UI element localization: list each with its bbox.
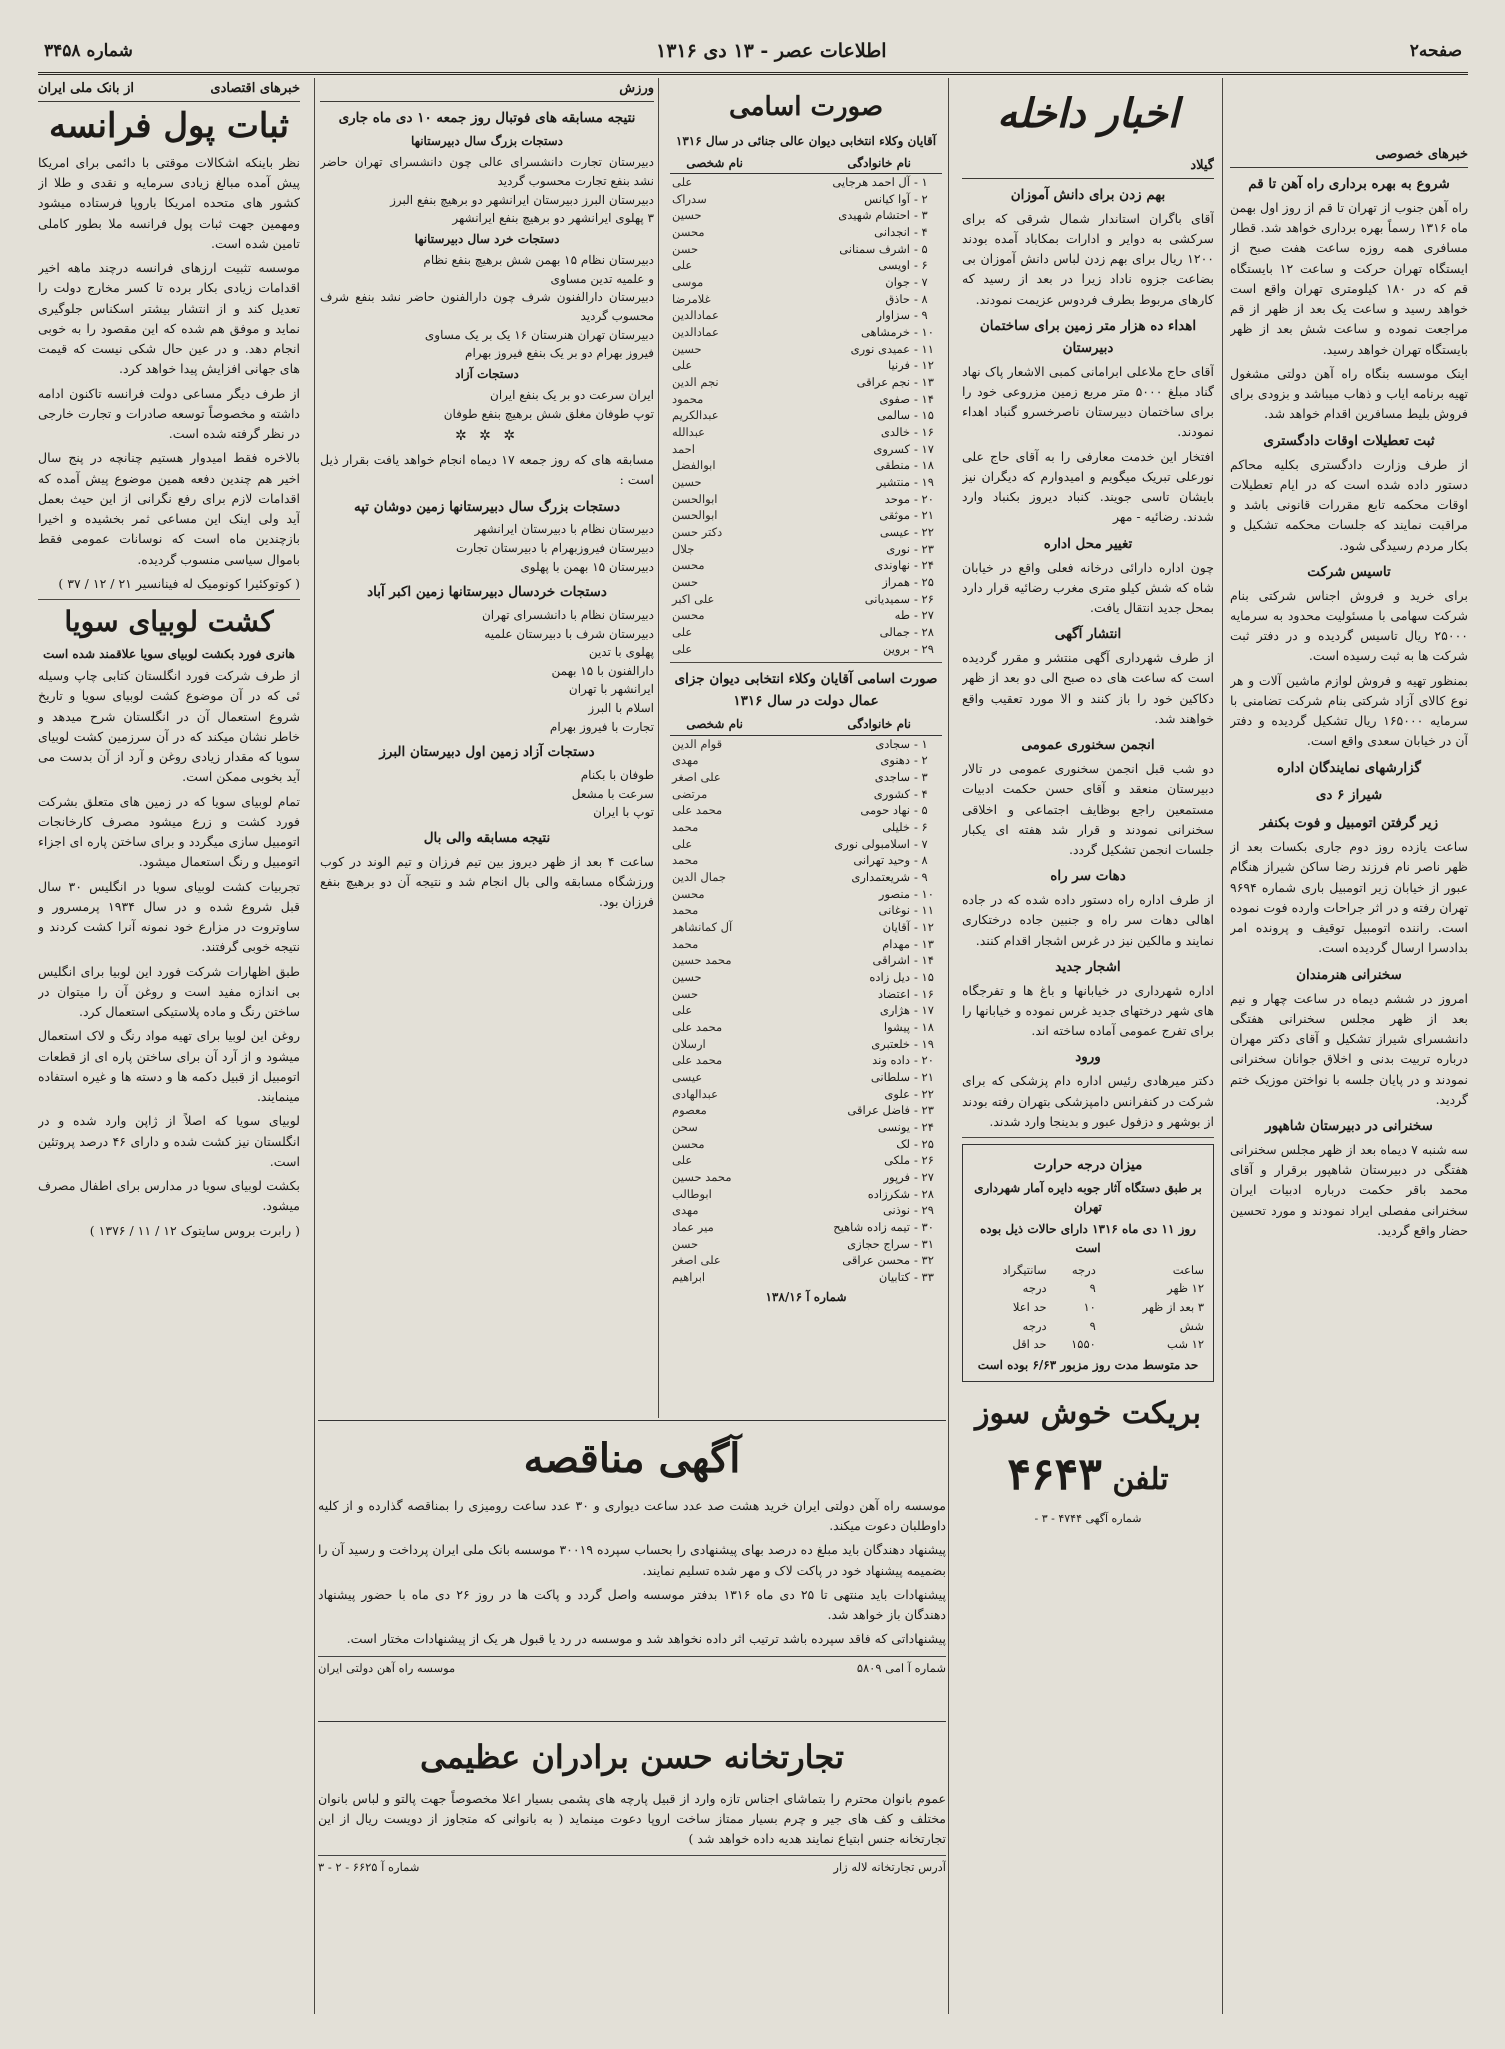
name-row: ۲۳ - فاضل عراقی معصوم [672, 1103, 934, 1118]
news-headline: انجمن سخنوری عمومی [1021, 737, 1155, 754]
name-row: ۷ - جوان موسی [672, 274, 928, 289]
name-row: ۲۵ - لک محسن [672, 1136, 934, 1151]
result-line: دبیرستان تهران هنرستان ۱۶ یک بر یک مساوی [424, 327, 654, 342]
names-title: صورت اسامی [728, 92, 884, 122]
name-row: ۱۷ - کسروی احمد [672, 441, 934, 456]
domestic-news-list [962, 185, 1214, 1132]
city-heading: گیلاد [962, 155, 1214, 179]
news-headline: ورود [1075, 1049, 1101, 1066]
result-line: دبیرستان نظام ۱۵ بهمن شش برهیچ بنفع نظام [423, 253, 654, 268]
news-text: از طرف اداره راه دستور داده شده که در جاده اهالی دهات سر راه و جنبین جاده درختکاری نمایند و مالکین نیز در غرس اشجار اقدام کنند. [962, 892, 1214, 948]
name-row: ۲۰ - داده وند محمد علی [672, 1053, 934, 1068]
newspaper-page [38, 30, 1468, 2015]
result-line: دارالفنون با ۱۵ بهمن [551, 663, 654, 678]
news-text: از طرف شهرداری آگهی منتشر و مقرر گردیده است که ساعت های ده صبح الی دو بعد از ظهر دکاکین خود را باز کنند و الا مورد تعقیب واقع خواهند شد. [962, 650, 1214, 726]
news-text: چون اداره دارائی درخانه فعلی واقع در خیابان شاه که شش کیلو متری مغرب رضائیه قرار دارد بمحل جدید انتقال یافت. [962, 559, 1214, 616]
name-row: ۱۰ - منصور محسن [672, 886, 934, 901]
section-ornament: ✲ ✲ ✲ [454, 428, 520, 445]
article-paragraph: لوبیای سویا که اصلاً از ژاپن وارد شده و در انگلستان نیز کشت شده و دارای ۴۶ درصد پروتئین است. [38, 1113, 300, 1169]
news-headline: اهداء ده هزار متر زمین برای ساختمان دبیرستان [979, 317, 1197, 356]
name-row: ۱۶ - خالدی عبدالله [672, 425, 934, 440]
name-row: ۳۲ - محسن عراقی علی اصغر [672, 1253, 934, 1268]
name-row: ۱۲ - فرنیا علی [672, 358, 934, 373]
article-paragraph: تمام لوبیای سویا که در زمین های متعلق بشرکت فورد کشت و زرع میشود مصرف کارخانجات اتومبیل سازی میگردد و برای ساختن پاره ای اجزاء اتومبیل و رنگ استعمال میشود. [38, 793, 300, 870]
name-row: ۲۸ - شکرزاده ابوطالب [672, 1186, 934, 1201]
briquette-ad: بریکت خوش سوز تلفن ۴۶۴۳ شماره آگهی ۴۷۴۴ - ۳ - [975, 1396, 1201, 1526]
result-line: دبیرستان ۱۵ بهمن با پهلوی [520, 559, 654, 574]
news-text: امروز در ششم دیماه در ساعت چهار و نیم بعد از ظهر مجلس سخنرانی هفتگی دانشسرای شیراز تشکیل و آقای دکتر مهران درباره تربیت بدنی و اخلاق جوانان سخنرانی نمودند و در پایان جلسه با نواختن موزیک ختم گردید. [1230, 990, 1468, 1107]
name-row: ۴ - انجدانی محسن [672, 224, 928, 239]
column-domestic-news [962, 78, 1214, 2014]
weather-table: ساعت درجه سانتیگراد ۱۲ ظهر ۹ درجه ۳ بعد از ظهر ۱۰ حد اعلا شش ۹ درجه ۱۲ شب ۱۵۵۰ حد اقل [969, 1261, 1207, 1354]
article-paragraph: نظر باینکه اشکالات موقتی با دائمی برای امریکا پیش آمده مبالغ زیادی سرمایه و نقدی و طلا از کشور های متحده امریکا باروپا فرستاده میشود ومهمین جهت ثبات پول فرانسه ملا بطور کاملی تامین شده است. [38, 154, 300, 251]
name-row: ۳۱ - سراج حجازی حسن [672, 1236, 934, 1251]
name-row: ۲۵ - همراز حسن [672, 575, 934, 590]
ad-paragraph: عموم بانوان محترم را بتماشای اجناس تازه وارد از قبیل پارچه های پشمی بسیار اعلا مخصوصاً جهت پالتو و لباس بانوان مختلف و کف های جیر و چرم بسیار ممتاز ساخت اروپا دعوت مینماید ( به بانوانی که متجاوز از دویست ریال از این تجارتخانه جنس ابتیاع نمایند هدیه داده خواهد شد ) [318, 1791, 946, 1847]
issue-number: شماره ۳۴۵۸ [44, 41, 133, 61]
name-row: ۲۱ - موثقی ابوالحسن [672, 508, 934, 523]
name-row: ۲۴ - نهاوندی محسن [672, 558, 934, 573]
tender-notice: آگهی مناقصه موسسه راه آهن دولتی ایران خرید هشت صد عدد ساعت دیواری و ۳۰ عدد ساعت رومیزی را بمناقصه گذارده و از کلیه داوطلبان دعوت میکند. پیشنهاد دهندگان باید مبلغ ده درصد بهای پیشنهادی را بحساب سپرده ۳۰۰۱۹ موسسه بانک ملی ایران پرداخت و رسید آن را بضمیمه پیشنهاد خود در پاکت لاک و مهر شده تسلیم نمایند. پیشنهادات باید منتهی تا ۲۵ دی ماه ۱۳۱۶ بدفتر موسسه واصل گردد و پاکت ها در روز ۲۶ دی ماه با حضور پیشنهاد دهندگان باز خواهد شد. پیشنهاداتی که فاقد سپرده باشد ترتیب اثر داده نخواهد شد و موسسه در رد یا قبول هر یک از پیشنهادات مختار است. شماره آ امی ۵۸۰۹ موسسه راه آهن دولتی ایران [318, 1420, 946, 1722]
name-row: ۱۳ - مهدام محمد [672, 936, 934, 951]
name-row: ۱۴ - اشراقی محمد حسین [672, 953, 934, 968]
tender-title: آگهی مناقصه [523, 1435, 741, 1482]
result-line: ایران سرعت دو بر یک بنفع ایران [490, 388, 654, 403]
weather-row: ۱۲ شب ۱۵۵۰ حد اقل [1012, 1337, 1204, 1352]
economy-title: ثبات پول فرانسه [49, 106, 289, 147]
name-row: ۳۳ - کتابیان ابراهیم [672, 1270, 934, 1285]
news-text: ساعت یازده روز دوم جاری بکسات بعد از ظهر ناصر نام فرزند رضا ساکن شیراز هنگام عبور از خیابان زیر اتومبیل باری شماره ۹۶۹۴ تهران رفته و در اثر جراحات وارده فوت نموده است. راننده اتومبیل توقیف و پرونده امر بدادسرا ارسال گردیده است. [1230, 839, 1468, 956]
name-row: ۲۹ - نوذنی مهدی [672, 1203, 934, 1218]
name-row: ۲۸ - جمالی علی [672, 625, 934, 640]
name-row: ۲۳ - نوری جلال [672, 541, 934, 556]
news-text: اینک موسسه بنگاه راه آهن دولتی مشغول تهیه برنامه ایاب و ذهاب میباشد و بزودی برای فروش بلیط مسافرین اقدام خواهد شد. [1230, 365, 1468, 422]
column-rule [658, 78, 659, 1418]
result-line: طوفان با بکنام [580, 768, 654, 783]
name-row: ۱ - سجادی قوام الدین [672, 736, 928, 751]
private-news-list [1230, 174, 1468, 1241]
result-line: دبیرستان البرز دبیرستان ایرانشهر دو برهیچ بنفع البرز [390, 192, 654, 207]
name-row: ۱ - آل احمد هرجایی علی [672, 174, 928, 189]
news-headline: اشجار جدید [1055, 958, 1121, 975]
merchant-title: تجارتخانه حسن برادران عظیمی [420, 1738, 844, 1776]
masthead [38, 30, 1468, 75]
article-paragraph: از طرف دیگر مساعی دولت فرانسه تاکنون ادامه داشته و مخصوصاً توسعه صادرات و تجارت خارجی در نظر گرفته شده است. [38, 385, 300, 442]
news-text: از طرف وزارت دادگستری بکلیه محاکم دستور داده شده است که در ایام تعطیلات اوقات محکمه تابع مقررات قانونی باشد و مراقبت نمایند که جلسات محکمه تشکیل و بکار مردم رسیدگی شود. [1230, 456, 1468, 553]
name-row: ۲۱ - سلطانی عیسی [672, 1069, 934, 1084]
result-line: توپ با ایران [593, 805, 654, 820]
weather-row: شش ۹ درجه [1022, 1318, 1204, 1333]
result-line: اسلام با البرز [588, 700, 654, 715]
news-text: دکتر میرهادی رئیس اداره دام پزشکی که برای شرکت در کنفرانس دامپزشکی بتهران رفته بودند از بوشهر و دزفول عبور و بدینجا وارد شدند. [962, 1073, 1214, 1129]
result-line: پهلوی با تدین [588, 645, 654, 660]
names-table-2: نام خانوادگی نام شخصی ۱ - سجادی قوام الدین ۲ - دهنوی مهدی ۳ - ساجدی علی اصغر ۴ - کشوری مرتضی ۵ - نهاد حومی محمد علی ۶ - خلیلی محمد ۷ - اسلامبولی نوری علی ۸ - وحید تهرانی محمد ۹ - شریعتمداری جمال الدین ۱۰ - منصور محسن ۱۱ - نوغانی محمد ۱۲ - آقایان آل کمانشاهر ۱۳ - مهدام محمد ۱۴ - اشراقی محمد حسین ۱۵ - دیل زاده حسین ۱۶ - اعتضاد حسن ۱۷ - هژاری علی ۱۸ - پیشوا محمد علی ۱۹ - خلعتبری ارسلان ۲۰ - داده وند محمد علی ۲۱ - سلطانی عیسی ۲۲ - علوی عبدالهادی ۲۳ - فاضل عراقی معصوم ۲۴ - یونسی سحن ۲۵ - لک محسن ۲۶ - ملکی علی ۲۷ - فرپور محمد حسین ۲۸ - شکرزاده ابوطالب ۲۹ - نوذنی مهدی ۳۰ - تیمه زاده شاهیح میر عماد ۳۱ - سراج حجازی حسن ۳۲ - محسن عراقی علی اصغر ۳۳ - کتابیان ابراهیم [670, 715, 942, 1286]
name-row: ۶ - خلیلی محمد [672, 819, 928, 834]
name-row: ۲۹ - بروین علی [672, 641, 934, 656]
name-row: ۲ - آوا کیانس سدراک [672, 191, 928, 206]
news-headline: تاسیس شرکت [1307, 563, 1391, 580]
name-row: ۱۲ - آقایان آل کمانشاهر [672, 919, 934, 934]
weather-row: ۱۲ ظهر ۹ درجه [1022, 1281, 1204, 1296]
result-line: توپ طوفان مغلق شش برهیچ بنفع طوفان [443, 406, 654, 421]
name-row: ۵ - اشرف سمنانی حسن [672, 241, 928, 256]
name-row: ۳۰ - تیمه زاده شاهیح میر عماد [672, 1220, 934, 1235]
article-paragraph: بکشت لوبیای سویا در مدارس برای اطفال مصرف میشود. [38, 1178, 300, 1214]
name-row: ۱۵ - سالمی عبدالکریم [672, 408, 934, 423]
name-row: ۱۱ - عمیدی نوری حسین [672, 341, 934, 356]
news-headline: گزارشهای نمایندگان اداره [1277, 759, 1421, 776]
name-row: ۱۱ - نوغانی محمد [672, 903, 934, 918]
result-line: ۳ پهلوی ایرانشهر دو برهیچ بنفع ایرانشهر [452, 211, 654, 226]
news-headline: زیر گرفتن اتومبیل و فوت بکنفر [1259, 815, 1439, 832]
name-row: ۱۹ - خلعتبری ارسلان [672, 1036, 934, 1051]
name-row: ۲۲ - عیسی دکتر حسن [672, 525, 934, 540]
notice-paragraph: موسسه راه آهن دولتی ایران خرید هشت صد عدد ساعت دیواری و ۳۰ عدد ساعت رومیزی را بمناقصه گذارده و از کلیه داوطلبان دعوت میکند. [318, 1497, 946, 1534]
article-paragraph: بالاخره فقط امیدوار هستیم چنانچه در پنج سال اخیر هم چندین دفعه همین موضوع پیش آمده که اقدامات لازم برای رفع نگرانی از این حیث بعمل آید ولی اینک این مساعی ثمر بخشیده و اخیرا بازچندین ماه است که نوسانات عمومی فقط باموال سیاسی منسوب گردیده. [38, 450, 300, 567]
news-headline: سخنرانی در دبیرستان شاهپور [1265, 1118, 1433, 1135]
news-text: اداره شهرداری در خیابانها و باغ ها و تفرجگاه های شهر درختهای جدید غرس نموده و خیابانها را برای تفرج عمومی آماده ساخته اند. [962, 982, 1214, 1039]
weather-box: میزان درجه حرارت بر طبق دستگاه آثار جوبه دایره آمار شهرداری تهران روز ۱۱ دی ماه ۱۳۱۶ دارای حالات ذیل بوده است ساعت درجه سانتیگراد ۱۲ ظهر ۹ درجه ۳ بعد از ظهر ۱۰ حد اعلا شش ۹ درجه ۱۲ شب ۱۵۵۰ حد اقل حد متوسط مدت روز مزبور ۶/۶۳ بوده است [962, 1144, 1214, 1382]
article-paragraph: طبق اظهارات شرکت فورد این لوبیا برای انگلیس بی اندازه مفید است و روغن آن را میتوان در ساختن رنگ و ماده پلاستیکی استعمال کرد. [38, 963, 300, 1020]
name-row: ۱۰ - خرمشاهی عمادالدین [672, 324, 934, 339]
article-paragraph: روغن این لوبیا برای تهیه مواد رنگ و لاک استعمال میشود و از آرد آن برای ساختن پاره ای از قطعات اتومبیل از قبیل دکمه ها و دسته ها و غیره استفاده مینمایند. [38, 1028, 300, 1105]
news-text: افتخار این خدمت معارفی را به آقای حاج علی نورعلی تبریک میگویم و امیدوارم که دیگران نیز بایشان تاسی جویند. کنباد دیروز بکنباد وارد شدند. رضائیه - مهر [962, 448, 1214, 525]
merchant-ad: تجارتخانه حسن برادران عظیمی عموم بانوان محترم را بتماشای اجناس تازه وارد از قبیل پارچه های پشمی بسیار اعلا مخصوصاً جهت پالتو و لباس بانوان مختلف و کف های جیر و چرم بسیار ممتاز ساخت اروپا دعوت مینماید ( به بانوانی که متجاوز از دویست ریال از این تجارتخانه جنس ابتیاع نمایند هدیه داده خواهد شد ) آدرس تجارتخانه لاله زار شماره آ ۶۶۲۵ - ۲ - ۳ [318, 1726, 946, 2016]
name-row: ۲۴ - یونسی سحن [672, 1119, 934, 1134]
paper-date: اطلاعات عصر - ۱۳ دی ۱۳۱۶ [655, 40, 887, 62]
result-line: دبیرستان شرف با دبیرستان علمیه [484, 626, 654, 641]
news-headline: سخنرانی هنرمندان [1296, 966, 1402, 983]
notice-paragraph: پیشنهادات باید منتهی تا ۲۵ دی ماه ۱۳۱۶ بدفتر موسسه واصل گردد و پاکت ها در روز ۲۶ دی ماه با حضور پیشنهاد دهندگان باز خواهد شد. [318, 1586, 946, 1623]
name-row: ۸ - وحید تهرانی محمد [672, 853, 928, 868]
news-headline: تغییر محل اداره [1043, 535, 1133, 552]
column-names-list: صورت اسامی آقایان وکلاء انتخابی دیوان عالی جنائی در سال ۱۳۱۶ نام خانوادگی نام شخصی ۱ - آل احمد هرجایی علی ۲ - آوا کیانس سدراک ۳ - احتشام شهیدی حسین ۴ - انجدانی محسن ۵ - اشرف سمنانی حسن ۶ - اویسی علی ۷ - جوان موسی ۸ - حاذق غلامرضا ۹ - سزاوار عمادالدین ۱۰ - خرمشاهی عمادالدین ۱۱ - عمیدی نوری حسین ۱۲ - فرنیا علی ۱۳ - نجم عراقی نجم الدین ۱۴ - صفوی محمود ۱۵ - سالمی عبدالکریم ۱۶ - خالدی عبدالله ۱۷ - کسروی احمد ۱۸ - منطقی ابوالفضل ۱۹ - منتشیر حسین ۲۰ - موحد ابوالحسن ۲۱ - موثقی ابوالحسن ۲۲ - عیسی دکتر حسن ۲۳ - نوری جلال ۲۴ - نهاوندی محسن ۲۵ - همراز حسن ۲۶ - سمیدیانی علی اکبر ۲۷ - طه محسن ۲۸ - جمالی علی ۲۹ - بروین علی صورت اسامی آقایان وکلاء انتخابی دیوان جزای عمال دولت در سال ۱۳۱۶ نام خانوادگی نام شخصی ۱ - سجادی قوام الدین ۲ - دهنوی مهدی ۳ - ساجدی علی اصغر ۴ - کشوری مرتضی ۵ - نهاد حومی محمد علی ۶ - خلیلی محمد ۷ - اسلامبولی نوری علی ۸ - وحید تهرانی محمد ۹ - شریعتمداری جمال الدین ۱۰ - منصور محسن ۱۱ - نوغانی محمد ۱۲ - آقایان آل کمانشاهر ۱۳ - مهدام محمد ۱۴ - اشراقی محمد حسین ۱۵ - دیل زاده حسین ۱۶ - اعتضاد حسن ۱۷ - هژاری علی ۱۸ - پیشوا محمد علی ۱۹ - خلعتبری ارسلان ۲۰ - داده وند محمد علی ۲۱ - سلطانی عیسی ۲۲ - علوی عبدالهادی ۲۳ - فاضل عراقی معصوم ۲۴ - یونسی سحن ۲۵ - لک محسن ۲۶ - ملکی علی ۲۷ - فرپور محمد حسین ۲۸ - شکرزاده ابوطالب ۲۹ - نوذنی مهدی ۳۰ - تیمه زاده شاهیح میر عماد ۳۱ - سراج حجازی حسن ۳۲ - محسن عراقی علی اصغر ۳۳ - کتابیان ابراهیم شماره آ ۱۳۸/۱۶ [670, 78, 942, 1414]
article-paragraph: ( کوتوکئیرا کونومیک له فینانسیر ۲۱ / ۱۲ / ۳۷ ) [58, 575, 300, 591]
names-title-2: صورت اسامی آقایان وکلاء انتخابی دیوان جزای عمال دولت در سال ۱۳۱۶ [674, 671, 938, 710]
name-row: ۴ - کشوری مرتضی [672, 786, 928, 801]
result-line: دبیرستان نظام با دانشسرای تهران [481, 608, 654, 623]
name-row: ۲۶ - ملکی علی [672, 1153, 934, 1168]
name-row: ۱۹ - منتشیر حسین [672, 475, 934, 490]
names-table-1: نام خانوادگی نام شخصی ۱ - آل احمد هرجایی علی ۲ - آوا کیانس سدراک ۳ - احتشام شهیدی حسین ۴ - انجدانی محسن ۵ - اشرف سمنانی حسن ۶ - اویسی علی ۷ - جوان موسی ۸ - حاذق غلامرضا ۹ - سزاوار عمادالدین ۱۰ - خرمشاهی عمادالدین ۱۱ - عمیدی نوری حسین ۱۲ - فرنیا علی ۱۳ - نجم عراقی نجم الدین ۱۴ - صفوی محمود ۱۵ - سالمی عبدالکریم ۱۶ - خالدی عبدالله ۱۷ - کسروی احمد ۱۸ - منطقی ابوالفضل ۱۹ - منتشیر حسین ۲۰ - موحد ابوالحسن ۲۱ - موثقی ابوالحسن ۲۲ - عیسی دکتر حسن ۲۳ - نوری جلال ۲۴ - نهاوندی محسن ۲۵ - همراز حسن ۲۶ - سمیدیانی علی اکبر ۲۷ - طه محسن ۲۸ - جمالی علی ۲۹ - بروین علی [670, 154, 942, 658]
name-row: ۹ - شریعتمداری جمال الدین [672, 869, 928, 884]
name-row: ۳ - احتشام شهیدی حسین [672, 208, 928, 223]
result-line: دبیرستان دارالفنون شرف چون دارالفنون حاضر نشد بنفع شرف محسوب گردید [320, 290, 654, 323]
name-row: ۱۸ - پیشوا محمد علی [672, 1019, 934, 1034]
name-row: ۱۸ - منطقی ابوالفضل [672, 458, 934, 473]
name-row: ۹ - سزاوار عمادالدین [672, 308, 928, 323]
name-row: ۱۵ - دیل زاده حسین [672, 969, 934, 984]
sports-title: نتیجه مسابقه های فوتبال روز جمعه ۱۰ دی ماه جاری [338, 110, 636, 127]
name-row: ۷ - اسلامبولی نوری علی [672, 836, 928, 851]
result-line: دبیرستان نظام با دبیرستان ایرانشهر [474, 522, 654, 537]
private-news-heading: خبرهای خصوصی [1230, 144, 1468, 168]
column-sports: ورزش نتیجه مسابقه های فوتبال روز جمعه ۱۰ دی ماه جاری دستجات بزرگ سال دبیرستانها دبیرستان تجارت دانشسرای عالی چون دانشسرای تهران حاضر نشد بنفع تجارت محسوب گردید دبیرستان البرز دبیرستان ایرانشهر دو برهیچ بنفع البرز ۳ پهلوی ایرانشهر دو برهیچ بنفع ایرانشهر دستجات خرد سال دبیرستانها دبیرستان نظام ۱۵ بهمن شش برهیچ بنفع نظام و علمیه تدین مساوی دبیرستان دارالفنون شرف چون دارالفنون حاضر نشد بنفع شرف محسوب گردید دبیرستان تهران هنرستان ۱۶ یک بر یک مساوی فیروز بهرام دو بر یک بنفع فیروز بهرام دستجات آزاد ایران سرعت دو بر یک بنفع ایران توپ طوفان مغلق شش برهیچ بنفع طوفان ✲ ✲ ✲ مسابقه های که روز جمعه ۱۷ دیماه انجام خواهد یافت بقرار ذیل است : دستجات بزرگ سال دبیرستانها زمین دوشان تپه دبیرستان نظام با دبیرستان ایرانشهر دبیرستان فیروزبهرام با دبیرستان تجارت دبیرستان ۱۵ بهمن با پهلوی دستجات خردسال دبیرستانها زمین اکبر آباد دبیرستان نظام با دانشسرای تهران دبیرستان شرف با دبیرستان علمیه پهلوی با تدین دارالفنون با ۱۵ بهمن ایرانشهر با تهران اسلام با البرز تجارت با فیروز بهرام دستجات آزاد زمین اول دبیرستان البرز طوفان با بکنام سرعت با مشعل توپ با ایران نتیجه مسابقه والی بال ساعت ۴ بعد از ظهر دیروز بین تیم فرزان و تیم الوند در کوب ورزشگاه مسابقه والی بال انجام شد و نتیجه آن دو برهیچ بنفع فرزان بود. [320, 78, 654, 1414]
column-economy: خبرهای اقتصادی از بانک ملی ایران ثبات پول فرانسه نظر باینکه اشکالات موقتی با دائمی برای امریکا پیش آمده مبالغ زیادی سرمایه و نقدی و طلا از کشور های متحده امریکا باروپا فرستاده میشود ومهمین جهت ثبات پول فرانسه ملا بطور کاملی تامین شده است. موسسه تثبیت ارزهای فرانسه درچند ماهه اخیر اقدامات زیادی بکار برده تا کسر مخارج دولت را تعدیل کند و از انتشار بیشتر اسکناس جلوگیری نماید و موفق هم شده که این مقصود را به خوبی انجام دهد. و در عین حال شکی نیست که قیمت های جهانی افزایش پیدا خواهد کرد. از طرف دیگر مساعی دولت فرانسه تاکنون ادامه داشته و مخصوصاً توسعه صادرات و تجارت خارجی در نظر گرفته شده است. بالاخره فقط امیدوار هستیم چنانچه در پنج سال اخیر هم چندین دفعه همین موضوع پیش آمده که اقدامات لازم برای رفع نگرانی از این حیث بعمل آید ولی اینک این مساعی ثمر بخشیده و اخیرا بازچندین ماه است که نوسانات عمومی فقط باموال سیاسی منسوب گردیده. ( کوتوکئیرا کونومیک له فینانسیر ۲۱ / ۱۲ / ۳۷ ) کشت لوبیای سویا هانری فورد بکشت لوبیای سویا علاقمند شده است از طرف شرکت فورد انگلستان کتابی چاپ وسیله ئی که در آن موضوع کشت لوبیای سویا و تاریخ شروع استعمال آن در انگلستان شرح میدهد و خاطر نشان میکند که در آن سرزمین کشت لوبیای سویا که مقدار زیادی روغن و آرد از آن بدست می آید بخوبی ممکن است. تمام لوبیای سویا که در زمین های متعلق بشرکت فورد کشت و زرع میشود مصرف کارخانجات اتومبیل سازی میگردد و برای ساختن پاره ای اجزاء اتومبیل و رنگ استعمال میشود. تجربیات کشت لوبیای سویا در انگلیس ۳۰ سال قبل شروع شده و در سال ۱۹۳۴ پرمسرور و ساوتروت در مزارع خود نمونه آنرا کشت کردند و نتیجه خوبی گرفتند. طبق اظهارات شرکت فورد این لوبیا برای انگلیس بی اندازه مفید است و روغن آن را میتوان در ساختن رنگ و ماده پلاستیکی استعمال کرد. روغن این لوبیا برای تهیه مواد رنگ و لاک استعمال میشود و از آرد آن برای ساختن پاره ای از قطعات اتومبیل از قبیل دکمه ها و دسته ها و غیره استفاده مینمایند. لوبیای سویا که اصلاً از ژاپن وارد شده و در انگلستان نیز کشت شده و دارای ۴۶ درصد پروتئین است. بکشت لوبیای سویا در مدارس برای اطفال مصرف میشود. ( رابرت بروس سایتوک ۱۲ / ۱۱ / ۱۳۷۶ ) [38, 78, 300, 2014]
news-text: دو شب قبل انجمن سخنوری عمومی در تالار دبیرستان منعقد و آقای حسن حکمت ادبیات مستمعین راجع بوظایف اجتماعی و اخلاقی سخنرانی نمودند و قرار شد هفته ای یکبار جلسات انجمن تشکیل گردد. [962, 761, 1214, 857]
result-line: سرعت با مشعل [571, 786, 654, 801]
news-text: سه شنبه ۷ دیماه بعد از ظهر مجلس سخنرانی هفتگی در دبیرستان شاهپور برقرار و آقای محمد باقر حکمت درباره ادبیات ایران سخنرانی مفصلی ایراد نمودند و مورد تحسین حضار واقع گردید. [1230, 1141, 1468, 1238]
column-rule [314, 78, 315, 2014]
name-row: ۲۷ - طه محسن [672, 608, 934, 623]
article-paragraph: موسسه تثبیت ارزهای فرانسه درچند ماهه اخیر اقدامات زیادی بکار برده تا کسر مخارج دولت را تعدیل کند و از انتشار بیشتر اسکناس جلوگیری نماید و موفق هم شده که این مقصود را به خوبی انجام دهد. و در عین حال شکی نیست که قیمت های جهانی افزایش پیدا خواهد کرد. [38, 260, 300, 377]
soy-title: کشت لوبیای سویا [64, 605, 274, 639]
article-paragraph: از طرف شرکت فورد انگلستان کتابی چاپ وسیله ئی که در آن موضوع کشت لوبیای سویا و تاریخ شروع استعمال آن در انگلستان شرح میدهد و خاطر نشان میکند که در آن سرزمین کشت لوبیای سویا که مقدار زیادی روغن و آرد از آن بدست می آید بخوبی ممکن است. [38, 668, 300, 785]
news-headline: شروع به بهره برداری راه آهن تا قم [1248, 176, 1450, 193]
notice-paragraph: پیشنهاداتی که فاقد سپرده باشد ترتیب اثر داده نخواهد شد و موسسه در رد یا قبول هر یک از پیشنهادات مختار است. [346, 1631, 946, 1647]
article-paragraph: تجربیات کشت لوبیای سویا در انگلیس ۳۰ سال قبل شروع شده و در سال ۱۹۳۴ پرمسرور و ساوتروت در مزارع خود نمونه آنرا کشت کردند و نتیجه خوبی گرفتند. [38, 878, 300, 955]
news-text: راه آهن جنوب از تهران تا قم از روز اول بهمن ماه ۱۳۱۶ رسماً بهره برداری خواهد شد. قطار مسافری همه روزه ساعت هفت صبح از ایستگاه تهران حرکت و ساعت ۱۲ بایستگاه قم که در ۱۸۰ کیلومتری تهران واقع است خواهد رسید و ساعت یک بعد از ظهر از قم مراجعت نموده و ساعت شش بعد از ظهر بایستگاه تهران خواهد رسید. [1230, 199, 1468, 357]
column-private-news [1230, 78, 1468, 2014]
sports-heading: ورزش [320, 78, 654, 102]
news-headline: بهم زدن برای دانش آموزان [1010, 186, 1166, 203]
result-line: فیروز بهرام دو بر یک بنفع فیروز بهرام [465, 346, 654, 361]
news-headline: دهات سر راه [1050, 868, 1126, 885]
name-row: ۱۶ - اعتضاد حسن [672, 986, 934, 1001]
result-line: دبیرستان فیروزبهرام با دبیرستان تجارت [455, 540, 654, 555]
news-text: برای خرید و فروش اجناس شرکتی بنام شرکت سهامی با مسئولیت محدود به سرمایه ۲۵۰۰۰ ریال تاسیس گردیده و در دفتر ثبت شرکت ها به ثبت رسیده است. [1230, 587, 1468, 664]
result-line: ایرانشهر با تهران [568, 682, 654, 697]
name-row: ۶ - اویسی علی [672, 258, 928, 273]
column-rule [1222, 78, 1223, 2014]
name-row: ۲۷ - فرپور محمد حسین [672, 1170, 934, 1184]
name-row: ۱۴ - صفوی محمود [672, 391, 934, 406]
name-row: ۳ - ساجدی علی اصغر [672, 769, 928, 784]
result-line: دبیرستان تجارت دانشسرای عالی چون دانشسرای تهران حاضر نشد بنفع تجارت محسوب گردید [320, 155, 654, 188]
news-headline: انتشار آگهی [1054, 626, 1122, 643]
name-row: ۸ - حاذق غلامرضا [672, 291, 928, 306]
name-row: ۱۷ - هژاری علی [672, 1003, 934, 1018]
weather-row: ۳ بعد از ظهر ۱۰ حد اعلا [1012, 1299, 1204, 1314]
news-text: آقای حاج ملاعلی ابرامانی کمبی الاشعار پاک نهاد گناد مبلغ ۵۰۰۰ متر مربع زمین مزروعی خود را برای ساختمان دبیرستان ناصرخسرو گنباد اهداء نمودند. [962, 363, 1214, 440]
economy-heading: خبرهای اقتصادی از بانک ملی ایران [38, 78, 300, 102]
name-row: ۵ - نهاد حومی محمد علی [672, 803, 928, 818]
notice-paragraph: پیشنهاد دهندگان باید مبلغ ده درصد بهای پیشنهادی را بحساب سپرده ۳۰۰۱۹ موسسه بانک ملی ایران پرداخت و رسید آن را بضمیمه پیشنهاد خود در پاکت لاک و مهر شده تسلیم نمایند. [318, 1542, 946, 1578]
news-text: بمنظور تهیه و فروش لوازم ماشین آلات و هر نوع کالای آزاد شرکتی بنام شرکت تضامنی با سرمایه ۱۶۵۰۰۰ ریال تشکیل گردیده و دفتر آن در خیابان سعدی واقع است. [1230, 672, 1468, 749]
result-line: و علمیه تدین مساوی [550, 271, 654, 286]
name-row: ۲۰ - موحد ابوالحسن [672, 491, 934, 506]
news-headline: شیراز ۶ دی [1315, 787, 1383, 804]
name-row: ۲۲ - علوی عبدالهادی [672, 1086, 934, 1101]
article-paragraph: ( رابرت بروس سایتوک ۱۲ / ۱۱ / ۱۳۷۶ ) [89, 1222, 300, 1238]
result-line: تجارت با فیروز بهرام [549, 719, 654, 734]
column-rule [948, 78, 949, 2014]
page-number: صفحه۲ [1409, 41, 1462, 61]
news-headline: ثبت تعطیلات اوقات دادگستری [1263, 432, 1435, 449]
name-row: ۱۳ - نجم عراقی نجم الدین [672, 375, 934, 389]
domestic-news-brand: اخبار داخله [997, 90, 1179, 137]
names-subtitle: آقایان وکلاء انتخابی دیوان عالی جنائی در سال ۱۳۱۶ [675, 134, 937, 149]
news-text: آقای باگران استاندار شمال شرقی که برای سرکشی به دوایر و ادارات بمکاباد آمده بودند ۱۲۰۰ ریال برای بهم زدن لباس دانش آموزان بی بضاعت جزوه ناداد زیرا در بعد از رسید که کارهای مربوط بطرف فردوس عزیمت نمودند. [962, 210, 1214, 307]
name-row: ۲۶ - سمیدیانی علی اکبر [672, 591, 934, 606]
name-row: ۲ - دهنوی مهدی [672, 753, 928, 768]
